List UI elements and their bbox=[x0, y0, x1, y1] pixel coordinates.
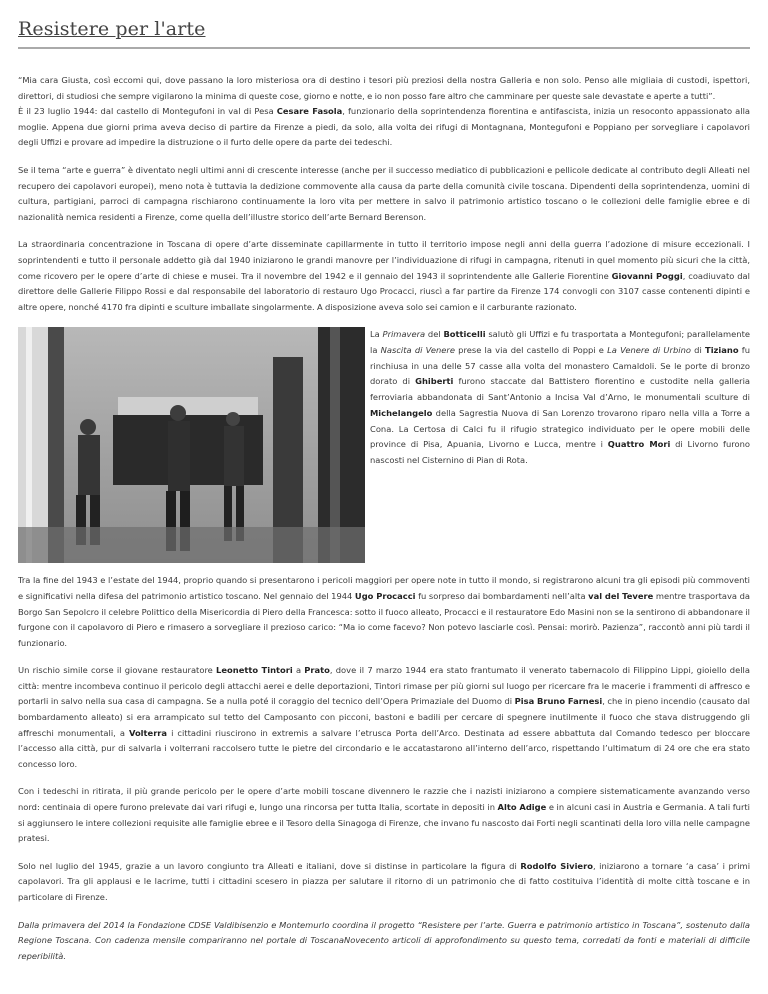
closing-note: Dalla primavera del 2014 la Fondazione CDSE Valdibisenzio e Montemurlo coordina il progetto “Resistere per l’arte. Guerra e patrimonio artistico in Toscana”, sostenuto dalla Regione Toscana. Con cadenza mensile compariranno nel portale di ToscanaNovecento articoli di approfondimento su questo tema, corredati da fonti e materiali di difficile reperibilità. bbox=[18, 919, 750, 961]
paragraph-letter-quote: “Mia cara Giusta, così eccomi qui, dove passano la loro misteriosa ora di destino i tesori più preziosi della nostra Galleria e non solo. Penso alle migliaia di custodi, ispettori, direttori, di studiosi che sempre vigilarono la minima di queste cose, giorno e notte, e io non posso fare altro che camminare per queste sale devastate e aperte a tutti”. È il 23 luglio 1944: dal castello di Montegufoni in val di Pesa Cesare Fasola, funzionario della soprintendenza fiorentina e antifascista, inizia un resoconto appassionato alla moglie. Appena due giorni prima aveva deciso di partire da Firenze a piedi, da solo, alla volta dei rifugi di Montagnana, Montegufoni e Poppiano per sorvegliare i capolavori degli Uffizi e provare ad impedire la distruzione o il furto delle opere da parte dei tedeschi. bbox=[18, 75, 751, 148]
article bbox=[18, 18, 750, 976]
historic-photo-image bbox=[18, 327, 365, 563]
caption-text: La Primavera del Botticelli salutò gli Uffizi e fu trasportata a Montegufoni; parallelamente la Nascita di Venere prese la via del castello di Poppi e La Venere di Urbino di Tiziano fu rinchiusa in una delle 57 casse alla volta del monastero Camaldoli. Se le porte di bronzo dorato di Ghiberti furono staccate dal Battistero fiorentino e custodite nella galleria ferroviaria abbandonata di Sant’Antonio a Incisa Val d’Arno, le monumentali sculture di Michelangelo della Sagrestia Nuova di San Lorenzo trovarono riparo nella villa a Torre a Cona. La Certosa di Calci fu il rifugio strategico individuato per le opere mobili delle province di Pisa, Apuania, Livorno e Lucca, mentre i Quattro Mori di Livorno furono nascosti nel Cisternino di Pian di Rota. bbox=[370, 329, 750, 465]
paragraph-raids: Con i tedeschi in ritirata, il più grande pericolo per le opere d’arte mobili toscane divennero le razzie che i nazisti iniziarono a compiere sistematicamente avanzando verso nord: centinaia di opere furono prelevate dai vari rifugi e, lungo una rincorsa per tutta Italia, scortate in depositi in Alto Adige e in alcuni casi in Austria e Germania. A tali furti si aggiunsero le intere collezioni requisite alle famiglie ebree e il Tesoro della Sinagoga di Firenze, che invano fu nascosto dai Forti negli scantinati della loro villa nelle campagne pratesi. bbox=[18, 786, 750, 844]
paragraph-return: Solo nel luglio del 1945, grazie a un lavoro congiunto tra Alleati e italiani, dove si distinse in particolare la figura di Rodolfo Siviero, iniziarono a tornare ‘a casa’ i primi capolavori. Tra gli applausi e le lacrime, tutti i cittadini scesero in piazza per salutare il ritorno di un patrimonio che di fatto costituiva l’identità di molte città toscane e in particolare di Firenze. bbox=[18, 860, 751, 902]
paragraph-refuges: La straordinaria concentrazione in Toscana di opere d’arte disseminate capillarmente in tutto il territorio impose negli anni della guerra l’adozione di misure eccezionali. I soprintendenti e tutto il personale addetto già dal 1940 iniziarono le grandi manovre per l’individuazione di rifugi in campagna, ritenuti in quel momento più sicuri che la città, come ricovero per le opere d’arte di chiese e musei. Tra il novembre del 1942 e il gennaio del 1943 il soprintendente alle Gallerie Fiorentine Giovanni Poggi, coadiuvato dal direttore delle Gallerie Filippo Rossi e dal responsabile del laboratorio di restauro Ugo Procacci, riuscì a far partire da Firenze 174 convogli con 3107 casse contenenti dipinti e altre opere, nonché 4170 fra dipinti e sculture imballate singolarmente. A disposizione aveva solo sei camion e il carburante razionato. bbox=[18, 239, 750, 312]
name-giovanni-poggi: Giovanni Poggi bbox=[611, 270, 683, 281]
paragraph-art-and-war: Se il tema “arte e guerra” è diventato negli ultimi anni di crescente interesse (anche per il successo mediatico di pubblicazioni e pellicole dedicate al contributo degli Alleati nel recupero dei capolavori europei), meno nota è tuttavia la dedizione commovente alla causa da parte della comunità civile toscana. Dipendenti della soprintendenza, uomini di cultura, partigiani, parroci di campagna rischiarono continuamente la loro vita per mettere in salvo il patrimonio artistico toscano o le collezioni delle famiglie ebree e di nazionalità nemica residenti a Firenze, come quella dell’illustre storico dell’arte Bernard Berenson. bbox=[18, 164, 750, 222]
paragraph-tintori: Un rischio simile corse il giovane restauratore Leonetto Tintori a Prato, dove il 7 marzo 1944 era stato frantumato il venerato tabernacolo di Filippino Lippi, gioiello della città: mentre incombeva continuo il pericolo degli attacchi aerei e delle deportazioni, Tintori rimase per più giorni sul luogo per ricercare fra le macerie i frammenti di affresco e portarli in salvo nella sua casa di campagna. Se a nulla poté il coraggio del tecnico dell’Opera Primaziale del Duomo di Pisa Bruno Farnesi, che in pieno incendio (causato dal bombardamento alleato) si era arrampicato sul tetto del Camposanto con picconi, bastoni e badili per cercare di spegnere inutilmente il fuoco che stava distruggendo gli affreschi monumentali, a Volterra i cittadini riuscirono in extremis a salvare l’etrusca Porta dell’Arco. Destinata ad essere abbattuta dal Comando tedesco per bloccare l’accesso alla città, pur di salvarla i volterrani raccolsero tutte le pietre del circondario e le accatastarono all’interno dell’arco, rispettando l’ultimatum di 24 ore che era stato concesso loro. bbox=[18, 665, 751, 769]
name-cesare-fasola: Cesare Fasola bbox=[276, 106, 343, 117]
figure-with-caption bbox=[18, 327, 750, 563]
paragraph-procacci: Tra la fine del 1943 e l’estate del 1944, proprio quando si presentarono i pericoli maggiori per opere note in tutto il mondo, si registrarono alcuni tra gli episodi più commoventi e significativi nella difesa del patrimonio artistico toscano. Nel gennaio del 1944 Ugo Procacci fu sorpreso dai bombardamenti nell’alta val del Tevere mentre trasportava da Borgo San Sepolcro il celebre Polittico della Misericordia di Piero della Francesca: sotto il fuoco alleato, Procacci e il restauratore Edo Masini non se la sentirono di abbandonare il furgone con il capolavoro di Piero e rimasero a sorvegliare il prezioso carico: “Ma io come facevo? Non potevo lasciarle così. Pensai: morirò. Pazienza”, raccontò anni più tardi il funzionario. bbox=[18, 575, 750, 648]
title-divider bbox=[18, 47, 750, 49]
page-title: Resistere per l'arte bbox=[18, 18, 206, 40]
